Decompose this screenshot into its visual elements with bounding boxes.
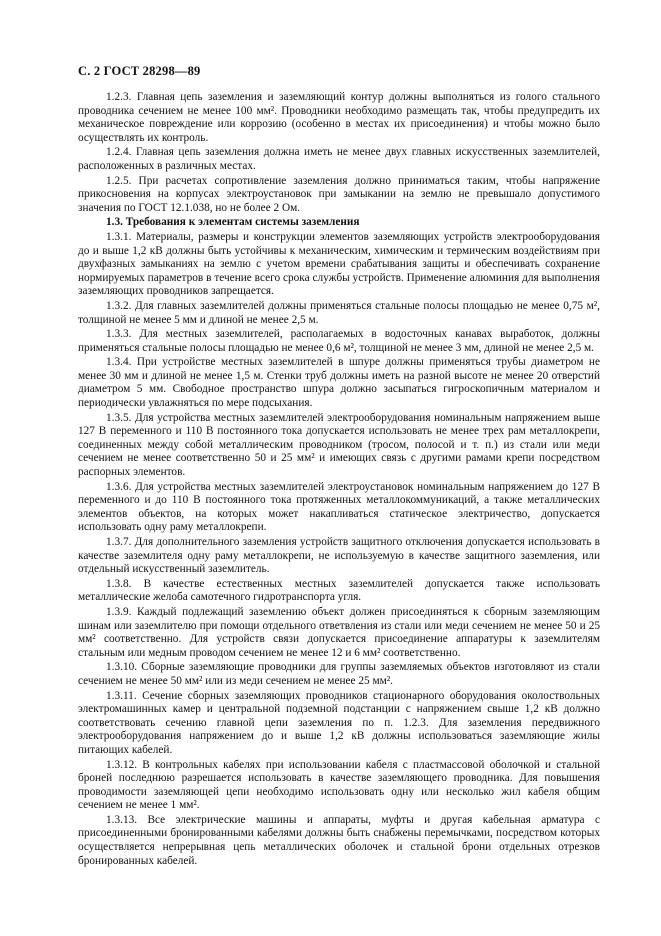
paragraph-1-3-9: 1.3.9. Каждый подлежащий заземлению объект должен присоединяться к сборным заземляющим шинам или заземлителю при помощи отдельного ответвления из стали или меди сечением не менее 50 и 25 мм² соответственно. Для устройств связи допускается присоединение аппаратуры к заземлителям стальным или медным проводом сечением не менее 12 и 6 мм² соответственно.: [78, 605, 600, 659]
paragraph-1-2-5: 1.2.5. При расчетах сопротивление заземления должно приниматься таким, чтобы напряжение прикосновения на корпусах электроустановок при замыкании на землю не превышало допустимого значения по ГОСТ 12.1.038, но не более 2 Ом.: [78, 174, 600, 214]
paragraph-1-3-10: 1.3.10. Сборные заземляющие проводники для группы заземляемых объектов изготовляют из стали сечением не менее 50 мм² или из меди сечением не менее 25 мм².: [78, 661, 600, 687]
paragraph-1-3-1: 1.3.1. Материалы, размеры и конструкции элементов заземляющих устройств электрооборудования до и выше 1,2 кВ должны быть устойчивы к механическим, химическим и термическим воздействиям при двухфазных замыканиях на землю с учетом времени срабатывания защиты и обеспечивать сохранение нормируемых параметров в течение всего срока службы устройств. Применение алюминия для выполнения заземляющих проводников запрещается.: [78, 230, 600, 298]
paragraph-1-3-12: 1.3.12. В контрольных кабелях при использовании кабеля с пластмассовой оболочкой и стальной броней последнюю разрешается использовать в качестве заземляющего проводника. Для повышения проводимости заземляющей цепи необходимо использовать одну или несколько жил кабеля общим сечением не менее 1 мм².: [78, 758, 600, 812]
paragraph-1-3-3: 1.3.3. Для местных заземлителей, располагаемых в водосточных канавах выработок, должны применяться стальные полосы площадью не менее 0,6 м², толщиной не менее 3 мм, длиной не менее 2,5 м.: [78, 328, 600, 354]
paragraph-1-3-7: 1.3.7. Для дополнительного заземления устройств защитного отключения допускается использовать в качестве заземлителя одну раму металлокрепи, не используемую в качестве защитного заземления, или отдельный искусственный заземлитель.: [78, 536, 600, 576]
section-heading-1-3: 1.3. Требования к элементам системы заземления: [106, 216, 360, 229]
paragraph-1-3-5: 1.3.5. Для устройства местных заземлителей электрооборудования номинальным напряжением выше 127 В переменного и 110 В постоянного тока допускается использовать не менее трех рам металлокрепи, соединенных между собой металлическим проводником (тросом, полосой и т. п.) из стали или меди сечением не менее соответственно 50 и 25 мм² и имеющих связь с другими рамами крепи посредством распорных элементов.: [78, 411, 600, 479]
paragraph-1-3-8: 1.3.8. В качестве естественных местных заземлителей допускается также использовать металлические желоба самотечного гидротранспорта угля.: [78, 577, 600, 604]
document-body: [78, 91, 600, 869]
paragraph-1-2-4: 1.2.4. Главная цепь заземления должна иметь не менее двух главных искусственных заземлителей, расположенных в различных местах.: [78, 146, 600, 172]
paragraph-1-3-11: 1.3.11. Сечение сборных заземляющих проводников стационарного оборудования околоствольных электромашинных камер и центральной подземной подстанции с напряжением свыше 1,2 кВ должно соответствовать сечению главной цепи заземления по п. 1.2.3. Для заземления передвижного электрооборудования напряжением до и выше 1,2 кВ должны использоваться заземляющие жилы питающих кабелей.: [78, 689, 600, 756]
paragraph-1-3-6: 1.3.6. Для устройства местных заземлителей электроустановок номинальным напряжением до 127 В переменного и до 110 В постоянного тока протяженных металлокоммуникаций, а также металлических элементов объектов, на которых может накапливаться статическое электричество, допускается использовать одну раму металлокрепи.: [78, 480, 600, 534]
paragraph-1-3-13: 1.3.13. Все электрические машины и аппараты, муфты и другая кабельная арматура с присоединенными бронированными кабелями должны быть снабжены перемычками, посредством которых осуществляется непрерывная цепь металлических оболочек и стальной брони отдельных отрезков бронированных кабелей.: [78, 813, 600, 867]
paragraph-1-3-4: 1.3.4. При устройстве местных заземлителей в шпуре должны применяться трубы диаметром не менее 30 мм и длиной не менее 1,5 м. Стенки труб должны иметь на разной высоте не менее 20 отверстий диаметром 5 мм. Свободное пространство шпура должно засыпаться гигроскопичным материалом и периодически увлажняться по мере подсыхания.: [78, 356, 600, 410]
paragraph-1-2-3: 1.2.3. Главная цепь заземления и заземляющий контур должны выполняться из голого стального проводника сечением не менее 100 мм². Проводники необходимо размещать так, чтобы предупредить их механическое повреждение или коррозию (особенно в местах их присоединения) и чтобы можно было осуществлять их контроль.: [78, 91, 600, 144]
page-header: С. 2 ГОСТ 28298—89: [78, 64, 201, 78]
paragraph-1-3-2: 1.3.2. Для главных заземлителей должны применяться стальные полосы площадью не менее 0,75 м², толщиной не менее 5 мм и длиной не менее 2,5 м.: [78, 299, 600, 326]
